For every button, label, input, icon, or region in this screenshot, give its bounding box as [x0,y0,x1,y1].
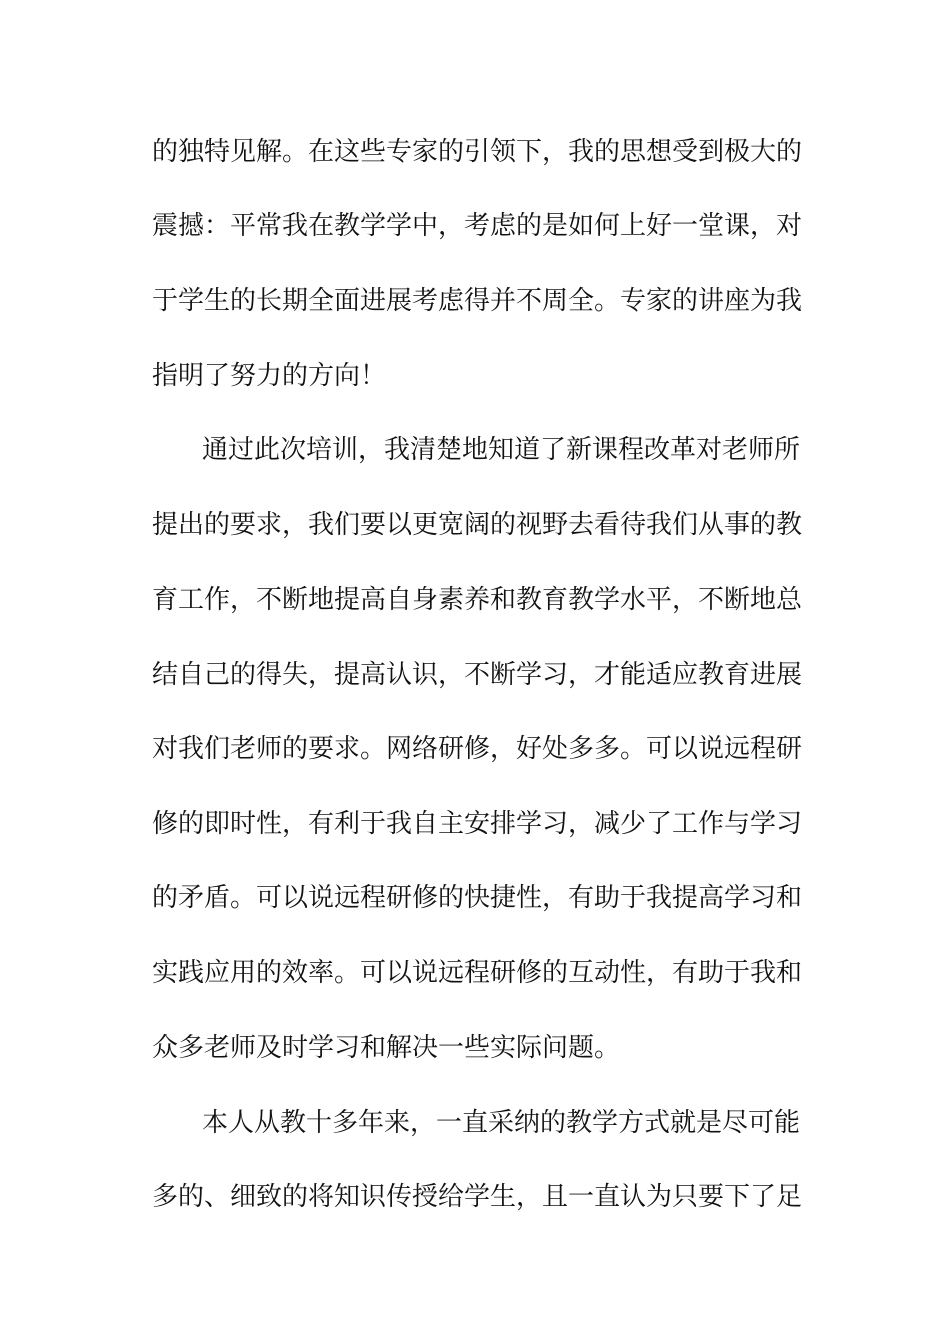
paragraph-1-line-2: 震撼：平常我在教学学中，考虑的是如何上好一堂课，对 [152,211,802,241]
paragraph-2-line-6: 修的即时性，有利于我自主安排学习，减少了工作与学习 [152,809,802,839]
paragraph-3-line-2: 多的、细致的将知识传授给学生，且一直认为只要下了足 [152,1182,802,1212]
paragraph-2-line-4: 结自己的得失，提高认识，不断学习，才能适应教育进展 [152,660,802,690]
paragraph-2-line-5: 对我们老师的要求。网络研修，好处多多。可以说远程研 [152,734,802,764]
paragraph-1-line-3: 于学生的长期全面进展考虑得并不周全。专家的讲座为我 [152,286,802,316]
paragraph-1-line-4: 指明了努力的方向！ [152,361,387,391]
paragraph-2-line-3: 育工作，不断地提高自身素养和教育教学水平，不断地总 [152,585,802,615]
paragraph-2-line-8: 实践应用的效率。可以说远程研修的互动性，有助于我和 [152,958,802,988]
paragraph-2-line-7: 的矛盾。可以说远程研修的快捷性，有助于我提高学习和 [152,883,802,913]
paragraph-3-line-1: 本人从教十多年来，一直采纳的教学方式就是尽可能 [202,1108,801,1138]
paragraph-2-line-2: 提出的要求，我们要以更宽阔的视野去看待我们从事的教 [152,510,802,540]
paragraph-2-line-9: 众多老师及时学习和解决一些实际问题。 [152,1033,621,1063]
paragraph-1-line-1: 的独特见解。在这些专家的引领下，我的思想受到极大的 [152,137,802,167]
paragraph-2-line-1: 通过此次培训，我清楚地知道了新课程改革对老师所 [202,435,801,465]
